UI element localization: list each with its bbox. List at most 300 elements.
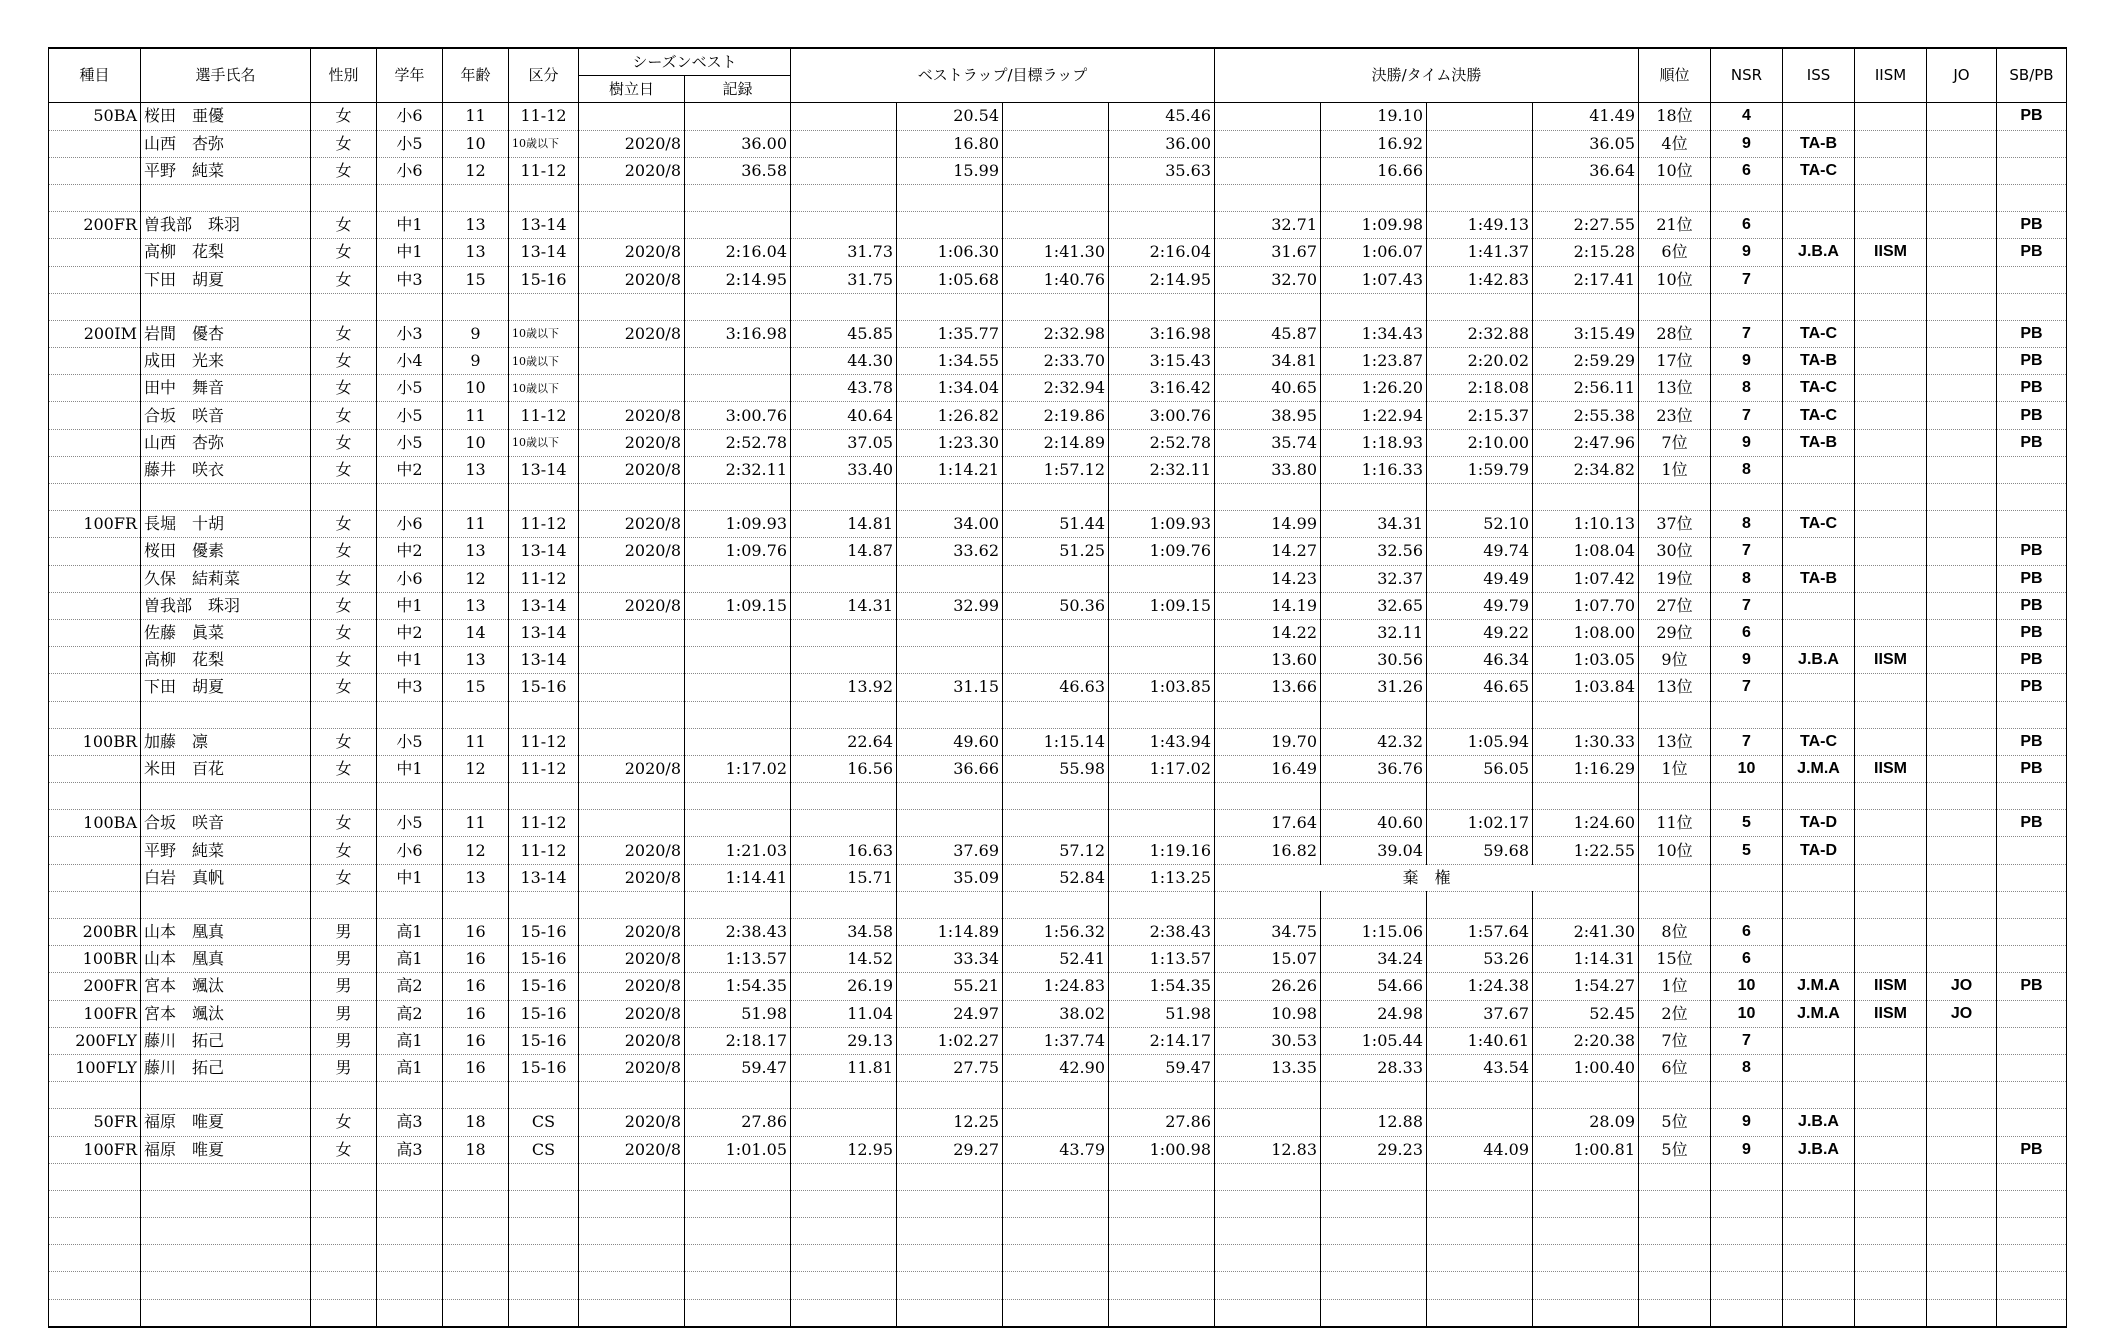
rank-cell bbox=[1639, 1163, 1711, 1190]
division-cell bbox=[509, 783, 579, 810]
final-split-2-cell: 32.65 bbox=[1321, 592, 1427, 619]
final-split-1-cell: 19.70 bbox=[1215, 728, 1321, 755]
final-split-2-cell: 12.88 bbox=[1321, 1109, 1427, 1136]
final-split-1-cell: 14.27 bbox=[1215, 538, 1321, 565]
gender-cell bbox=[311, 701, 377, 728]
best-lap-3-cell: 57.12 bbox=[1003, 837, 1109, 864]
sbpb-cell bbox=[1997, 157, 2067, 184]
best-lap-2-cell bbox=[897, 1245, 1003, 1272]
best-lap-3-cell: 1:41.30 bbox=[1003, 239, 1109, 266]
sb-record-cell bbox=[685, 1272, 791, 1299]
final-split-3-cell: 49.22 bbox=[1427, 619, 1533, 646]
event-cell bbox=[49, 1218, 141, 1245]
sb-record-cell: 1:17.02 bbox=[685, 755, 791, 782]
best-lap-4-cell: 59.47 bbox=[1109, 1054, 1215, 1081]
gender-cell: 女 bbox=[311, 674, 377, 701]
best-lap-1-cell: 34.58 bbox=[791, 919, 897, 946]
final-split-2-cell: 19.10 bbox=[1321, 103, 1427, 130]
sbpb-cell: PB bbox=[1997, 402, 2067, 429]
best-lap-3-cell: 42.90 bbox=[1003, 1054, 1109, 1081]
age-cell: 13 bbox=[443, 864, 509, 891]
final-split-4-cell: 41.49 bbox=[1533, 103, 1639, 130]
best-lap-2-cell: 27.75 bbox=[897, 1054, 1003, 1081]
age-cell: 15 bbox=[443, 266, 509, 293]
iism-cell bbox=[1855, 103, 1927, 130]
final-split-3-cell: 1:42.83 bbox=[1427, 266, 1533, 293]
sb-date-cell bbox=[579, 1299, 685, 1327]
sbpb-cell: PB bbox=[1997, 103, 2067, 130]
best-lap-1-cell bbox=[791, 1299, 897, 1327]
best-lap-1-cell: 14.87 bbox=[791, 538, 897, 565]
best-lap-2-cell: 12.25 bbox=[897, 1109, 1003, 1136]
best-lap-4-cell bbox=[1109, 184, 1215, 211]
final-split-4-cell: 1:30.33 bbox=[1533, 728, 1639, 755]
best-lap-3-cell: 50.36 bbox=[1003, 592, 1109, 619]
iism-cell bbox=[1855, 1245, 1927, 1272]
final-split-4-cell bbox=[1533, 1190, 1639, 1217]
final-split-2-cell bbox=[1321, 184, 1427, 211]
grade-cell bbox=[377, 1190, 443, 1217]
sb-date-cell: 2020/8 bbox=[579, 837, 685, 864]
best-lap-3-cell bbox=[1003, 1272, 1109, 1299]
rank-cell: 15位 bbox=[1639, 946, 1711, 973]
event-cell bbox=[49, 1245, 141, 1272]
nsr-cell: 9 bbox=[1711, 1136, 1783, 1163]
gender-cell: 女 bbox=[311, 212, 377, 239]
rank-cell bbox=[1639, 1190, 1711, 1217]
final-split-3-cell: 49.74 bbox=[1427, 538, 1533, 565]
division-cell: 13-14 bbox=[509, 456, 579, 483]
iss-cell bbox=[1783, 1299, 1855, 1327]
table-row bbox=[49, 1000, 2067, 1027]
sb-date-cell bbox=[579, 701, 685, 728]
final-split-4-cell bbox=[1533, 1082, 1639, 1109]
event-cell bbox=[49, 538, 141, 565]
age-cell: 11 bbox=[443, 511, 509, 538]
final-split-2-cell bbox=[1321, 1190, 1427, 1217]
iism-cell bbox=[1855, 320, 1927, 347]
final-split-2-cell: 36.76 bbox=[1321, 755, 1427, 782]
age-cell: 18 bbox=[443, 1136, 509, 1163]
division-cell: 15-16 bbox=[509, 946, 579, 973]
table-row bbox=[49, 130, 2067, 157]
best-lap-3-cell: 55.98 bbox=[1003, 755, 1109, 782]
final-split-4-cell: 2:56.11 bbox=[1533, 375, 1639, 402]
rank-cell: 7位 bbox=[1639, 1027, 1711, 1054]
event-cell: 100FR bbox=[49, 1000, 141, 1027]
iism-cell bbox=[1855, 538, 1927, 565]
final-split-1-cell: 13.60 bbox=[1215, 647, 1321, 674]
iism-cell bbox=[1855, 919, 1927, 946]
sb-record-cell bbox=[685, 783, 791, 810]
jo-cell bbox=[1927, 1245, 1997, 1272]
best-lap-4-cell bbox=[1109, 701, 1215, 728]
final-split-2-cell: 29.23 bbox=[1321, 1136, 1427, 1163]
jo-cell bbox=[1927, 184, 1997, 211]
grade-cell: 小6 bbox=[377, 103, 443, 130]
table-row bbox=[49, 348, 2067, 375]
final-split-1-cell: 30.53 bbox=[1215, 1027, 1321, 1054]
final-split-3-cell: 56.05 bbox=[1427, 755, 1533, 782]
gender-cell: 女 bbox=[311, 1136, 377, 1163]
rank-cell: 29位 bbox=[1639, 619, 1711, 646]
final-split-2-cell: 24.98 bbox=[1321, 1000, 1427, 1027]
sb-date-cell: 2020/8 bbox=[579, 1109, 685, 1136]
sb-record-cell bbox=[685, 1245, 791, 1272]
sb-date-cell: 2020/8 bbox=[579, 429, 685, 456]
iss-cell: TA-C bbox=[1783, 511, 1855, 538]
iism-cell bbox=[1855, 674, 1927, 701]
sbpb-cell: PB bbox=[1997, 348, 2067, 375]
best-lap-2-cell bbox=[897, 484, 1003, 511]
final-split-4-cell: 52.45 bbox=[1533, 1000, 1639, 1027]
best-lap-3-cell bbox=[1003, 810, 1109, 837]
iism-cell bbox=[1855, 484, 1927, 511]
iism-cell bbox=[1855, 864, 1927, 891]
best-lap-3-cell: 2:14.89 bbox=[1003, 429, 1109, 456]
header-best-lap: ベストラップ/目標ラップ bbox=[791, 48, 1215, 103]
best-lap-3-cell bbox=[1003, 701, 1109, 728]
final-split-1-cell: 38.95 bbox=[1215, 402, 1321, 429]
best-lap-1-cell bbox=[791, 619, 897, 646]
name-cell: 山本 凰真 bbox=[141, 946, 311, 973]
best-lap-3-cell bbox=[1003, 1082, 1109, 1109]
final-split-3-cell bbox=[1427, 484, 1533, 511]
best-lap-4-cell bbox=[1109, 1218, 1215, 1245]
rank-cell bbox=[1639, 1299, 1711, 1327]
final-split-4-cell bbox=[1533, 783, 1639, 810]
sb-date-cell: 2020/8 bbox=[579, 157, 685, 184]
jo-cell bbox=[1927, 864, 1997, 891]
best-lap-4-cell bbox=[1109, 647, 1215, 674]
sb-date-cell: 2020/8 bbox=[579, 1136, 685, 1163]
final-split-4-cell bbox=[1533, 1299, 1639, 1327]
best-lap-2-cell: 20.54 bbox=[897, 103, 1003, 130]
final-split-3-cell bbox=[1427, 1272, 1533, 1299]
sb-record-cell: 2:32.11 bbox=[685, 456, 791, 483]
sb-date-cell bbox=[579, 184, 685, 211]
final-split-1-cell: 34.75 bbox=[1215, 919, 1321, 946]
age-cell: 12 bbox=[443, 157, 509, 184]
sb-record-cell bbox=[685, 647, 791, 674]
gender-cell: 女 bbox=[311, 157, 377, 184]
best-lap-1-cell bbox=[791, 1082, 897, 1109]
nsr-cell: 9 bbox=[1711, 348, 1783, 375]
best-lap-1-cell: 29.13 bbox=[791, 1027, 897, 1054]
jo-cell bbox=[1927, 1109, 1997, 1136]
best-lap-4-cell: 1:09.15 bbox=[1109, 592, 1215, 619]
event-cell bbox=[49, 674, 141, 701]
best-lap-3-cell bbox=[1003, 619, 1109, 646]
sbpb-cell: PB bbox=[1997, 565, 2067, 592]
best-lap-4-cell: 1:13.57 bbox=[1109, 946, 1215, 973]
best-lap-4-cell bbox=[1109, 1190, 1215, 1217]
table-row bbox=[49, 239, 2067, 266]
iss-cell bbox=[1783, 266, 1855, 293]
jo-cell bbox=[1927, 619, 1997, 646]
final-split-3-cell: 37.67 bbox=[1427, 1000, 1533, 1027]
division-cell: 13-14 bbox=[509, 647, 579, 674]
sb-date-cell bbox=[579, 1190, 685, 1217]
sbpb-cell: PB bbox=[1997, 212, 2067, 239]
iss-cell: TA-B bbox=[1783, 130, 1855, 157]
rank-cell: 6位 bbox=[1639, 1054, 1711, 1081]
rank-cell: 10位 bbox=[1639, 837, 1711, 864]
table-row bbox=[49, 266, 2067, 293]
final-split-2-cell: 1:23.87 bbox=[1321, 348, 1427, 375]
best-lap-1-cell bbox=[791, 157, 897, 184]
iss-cell bbox=[1783, 619, 1855, 646]
best-lap-2-cell bbox=[897, 1190, 1003, 1217]
iss-cell bbox=[1783, 1163, 1855, 1190]
sb-date-cell bbox=[579, 103, 685, 130]
division-cell bbox=[509, 1272, 579, 1299]
age-cell: 13 bbox=[443, 592, 509, 619]
name-cell bbox=[141, 484, 311, 511]
jo-cell bbox=[1927, 429, 1997, 456]
age-cell: 12 bbox=[443, 565, 509, 592]
best-lap-2-cell: 34.00 bbox=[897, 511, 1003, 538]
nsr-cell: 10 bbox=[1711, 1000, 1783, 1027]
best-lap-2-cell bbox=[897, 184, 1003, 211]
grade-cell: 高1 bbox=[377, 1027, 443, 1054]
iism-cell bbox=[1855, 212, 1927, 239]
grade-cell: 高1 bbox=[377, 919, 443, 946]
sbpb-cell: PB bbox=[1997, 429, 2067, 456]
sb-date-cell: 2020/8 bbox=[579, 266, 685, 293]
best-lap-3-cell: 51.25 bbox=[1003, 538, 1109, 565]
sb-record-cell bbox=[685, 348, 791, 375]
name-cell: 合坂 咲音 bbox=[141, 810, 311, 837]
jo-cell bbox=[1927, 103, 1997, 130]
name-cell: 下田 胡夏 bbox=[141, 266, 311, 293]
event-cell bbox=[49, 755, 141, 782]
iism-cell bbox=[1855, 783, 1927, 810]
table-row bbox=[49, 946, 2067, 973]
grade-cell: 高1 bbox=[377, 1054, 443, 1081]
sb-date-cell bbox=[579, 783, 685, 810]
name-cell bbox=[141, 1299, 311, 1327]
table-header bbox=[49, 48, 2067, 103]
sb-record-cell: 1:09.15 bbox=[685, 592, 791, 619]
best-lap-1-cell: 16.63 bbox=[791, 837, 897, 864]
final-split-1-cell: 32.70 bbox=[1215, 266, 1321, 293]
grade-cell: 中1 bbox=[377, 212, 443, 239]
grade-cell bbox=[377, 184, 443, 211]
grade-cell: 小6 bbox=[377, 157, 443, 184]
best-lap-3-cell bbox=[1003, 103, 1109, 130]
table-row-empty bbox=[49, 891, 2067, 918]
grade-cell: 小5 bbox=[377, 375, 443, 402]
iss-cell: TA-B bbox=[1783, 348, 1855, 375]
nsr-cell: 6 bbox=[1711, 157, 1783, 184]
final-split-3-cell: 1:24.38 bbox=[1427, 973, 1533, 1000]
final-split-3-cell: 2:20.02 bbox=[1427, 348, 1533, 375]
best-lap-2-cell: 1:34.55 bbox=[897, 348, 1003, 375]
jo-cell bbox=[1927, 348, 1997, 375]
final-split-4-cell bbox=[1533, 701, 1639, 728]
sbpb-cell bbox=[1997, 1000, 2067, 1027]
final-split-4-cell: 1:03.05 bbox=[1533, 647, 1639, 674]
event-cell bbox=[49, 402, 141, 429]
rank-cell: 1位 bbox=[1639, 456, 1711, 483]
best-lap-3-cell bbox=[1003, 1163, 1109, 1190]
rank-cell: 18位 bbox=[1639, 103, 1711, 130]
sb-record-cell: 3:00.76 bbox=[685, 402, 791, 429]
age-cell bbox=[443, 184, 509, 211]
grade-cell: 小5 bbox=[377, 402, 443, 429]
best-lap-4-cell: 1:54.35 bbox=[1109, 973, 1215, 1000]
sbpb-cell bbox=[1997, 783, 2067, 810]
best-lap-1-cell: 37.05 bbox=[791, 429, 897, 456]
final-split-2-cell bbox=[1321, 701, 1427, 728]
final-split-4-cell: 1:07.42 bbox=[1533, 565, 1639, 592]
iism-cell: IISM bbox=[1855, 239, 1927, 266]
sb-record-cell bbox=[685, 1190, 791, 1217]
best-lap-1-cell: 44.30 bbox=[791, 348, 897, 375]
sb-record-cell bbox=[685, 565, 791, 592]
iss-cell bbox=[1783, 1218, 1855, 1245]
final-split-2-cell: 42.32 bbox=[1321, 728, 1427, 755]
jo-cell bbox=[1927, 484, 1997, 511]
final-split-3-cell bbox=[1427, 1190, 1533, 1217]
event-cell bbox=[49, 293, 141, 320]
best-lap-3-cell: 52.84 bbox=[1003, 864, 1109, 891]
best-lap-1-cell bbox=[791, 565, 897, 592]
iism-cell bbox=[1855, 946, 1927, 973]
jo-cell bbox=[1927, 1082, 1997, 1109]
final-split-2-cell: 1:15.06 bbox=[1321, 919, 1427, 946]
table-row bbox=[49, 103, 2067, 130]
iism-cell bbox=[1855, 728, 1927, 755]
event-cell bbox=[49, 1272, 141, 1299]
sbpb-cell bbox=[1997, 1054, 2067, 1081]
best-lap-2-cell bbox=[897, 293, 1003, 320]
grade-cell: 中1 bbox=[377, 592, 443, 619]
best-lap-2-cell: 33.34 bbox=[897, 946, 1003, 973]
gender-cell: 男 bbox=[311, 1054, 377, 1081]
best-lap-1-cell: 12.95 bbox=[791, 1136, 897, 1163]
iss-cell: J.B.A bbox=[1783, 239, 1855, 266]
sb-date-cell: 2020/8 bbox=[579, 239, 685, 266]
sbpb-cell: PB bbox=[1997, 810, 2067, 837]
table-row bbox=[49, 1136, 2067, 1163]
sb-record-cell bbox=[685, 1299, 791, 1327]
event-cell bbox=[49, 837, 141, 864]
iism-cell bbox=[1855, 619, 1927, 646]
nsr-cell: 10 bbox=[1711, 973, 1783, 1000]
name-cell: 成田 光来 bbox=[141, 348, 311, 375]
age-cell: 16 bbox=[443, 919, 509, 946]
best-lap-2-cell: 1:34.04 bbox=[897, 375, 1003, 402]
jo-cell bbox=[1927, 1299, 1997, 1327]
final-split-2-cell: 34.31 bbox=[1321, 511, 1427, 538]
jo-cell bbox=[1927, 837, 1997, 864]
final-split-1-cell: 14.23 bbox=[1215, 565, 1321, 592]
final-split-4-cell: 1:00.81 bbox=[1533, 1136, 1639, 1163]
table-row-empty bbox=[49, 1245, 2067, 1272]
final-split-1-cell: 26.26 bbox=[1215, 973, 1321, 1000]
final-split-3-cell: 46.34 bbox=[1427, 647, 1533, 674]
sb-record-cell: 1:01.05 bbox=[685, 1136, 791, 1163]
grade-cell bbox=[377, 1163, 443, 1190]
final-split-1-cell bbox=[1215, 484, 1321, 511]
nsr-cell bbox=[1711, 701, 1783, 728]
age-cell bbox=[443, 1245, 509, 1272]
gender-cell: 女 bbox=[311, 755, 377, 782]
division-cell: 15-16 bbox=[509, 1000, 579, 1027]
iss-cell: TA-C bbox=[1783, 375, 1855, 402]
header-season-best: シーズンベスト bbox=[579, 48, 791, 76]
iism-cell bbox=[1855, 1299, 1927, 1327]
sb-date-cell bbox=[579, 1245, 685, 1272]
best-lap-4-cell: 2:32.11 bbox=[1109, 456, 1215, 483]
best-lap-4-cell: 2:52.78 bbox=[1109, 429, 1215, 456]
iism-cell bbox=[1855, 1218, 1927, 1245]
sb-record-cell bbox=[685, 810, 791, 837]
final-split-1-cell: 13.66 bbox=[1215, 674, 1321, 701]
final-split-1-cell: 12.83 bbox=[1215, 1136, 1321, 1163]
final-split-4-cell: 2:47.96 bbox=[1533, 429, 1639, 456]
sb-date-cell: 2020/8 bbox=[579, 402, 685, 429]
header-nsr: NSR bbox=[1711, 48, 1783, 103]
division-cell: 11-12 bbox=[509, 728, 579, 755]
division-cell: 11-12 bbox=[509, 565, 579, 592]
nsr-cell bbox=[1711, 484, 1783, 511]
division-cell: 15-16 bbox=[509, 674, 579, 701]
age-cell: 13 bbox=[443, 647, 509, 674]
iism-cell bbox=[1855, 456, 1927, 483]
final-split-1-cell bbox=[1215, 891, 1321, 918]
iism-cell: IISM bbox=[1855, 755, 1927, 782]
jo-cell bbox=[1927, 239, 1997, 266]
final-split-3-cell bbox=[1427, 1163, 1533, 1190]
best-lap-2-cell: 1:35.77 bbox=[897, 320, 1003, 347]
final-split-3-cell bbox=[1427, 293, 1533, 320]
sbpb-cell bbox=[1997, 1272, 2067, 1299]
nsr-cell: 6 bbox=[1711, 946, 1783, 973]
best-lap-4-cell: 36.00 bbox=[1109, 130, 1215, 157]
final-split-4-cell bbox=[1533, 1245, 1639, 1272]
iss-cell bbox=[1783, 864, 1855, 891]
best-lap-4-cell: 1:19.16 bbox=[1109, 837, 1215, 864]
sbpb-cell bbox=[1997, 1218, 2067, 1245]
best-lap-4-cell: 35.63 bbox=[1109, 157, 1215, 184]
sb-record-cell: 36.58 bbox=[685, 157, 791, 184]
best-lap-4-cell: 2:14.17 bbox=[1109, 1027, 1215, 1054]
rank-cell bbox=[1639, 293, 1711, 320]
final-split-3-cell bbox=[1427, 1245, 1533, 1272]
final-split-1-cell: 14.22 bbox=[1215, 619, 1321, 646]
final-split-4-cell: 2:59.29 bbox=[1533, 348, 1639, 375]
division-cell: 11-12 bbox=[509, 810, 579, 837]
gender-cell: 男 bbox=[311, 946, 377, 973]
division-cell: 13-14 bbox=[509, 592, 579, 619]
iism-cell bbox=[1855, 157, 1927, 184]
final-split-4-cell bbox=[1533, 184, 1639, 211]
final-split-4-cell: 1:16.29 bbox=[1533, 755, 1639, 782]
gender-cell: 男 bbox=[311, 1027, 377, 1054]
sb-record-cell bbox=[685, 212, 791, 239]
sb-date-cell bbox=[579, 484, 685, 511]
final-split-2-cell: 30.56 bbox=[1321, 647, 1427, 674]
gender-cell bbox=[311, 1190, 377, 1217]
gender-cell: 女 bbox=[311, 375, 377, 402]
iss-cell: J.M.A bbox=[1783, 1000, 1855, 1027]
nsr-cell: 7 bbox=[1711, 1027, 1783, 1054]
final-split-2-cell: 16.92 bbox=[1321, 130, 1427, 157]
nsr-cell: 6 bbox=[1711, 619, 1783, 646]
